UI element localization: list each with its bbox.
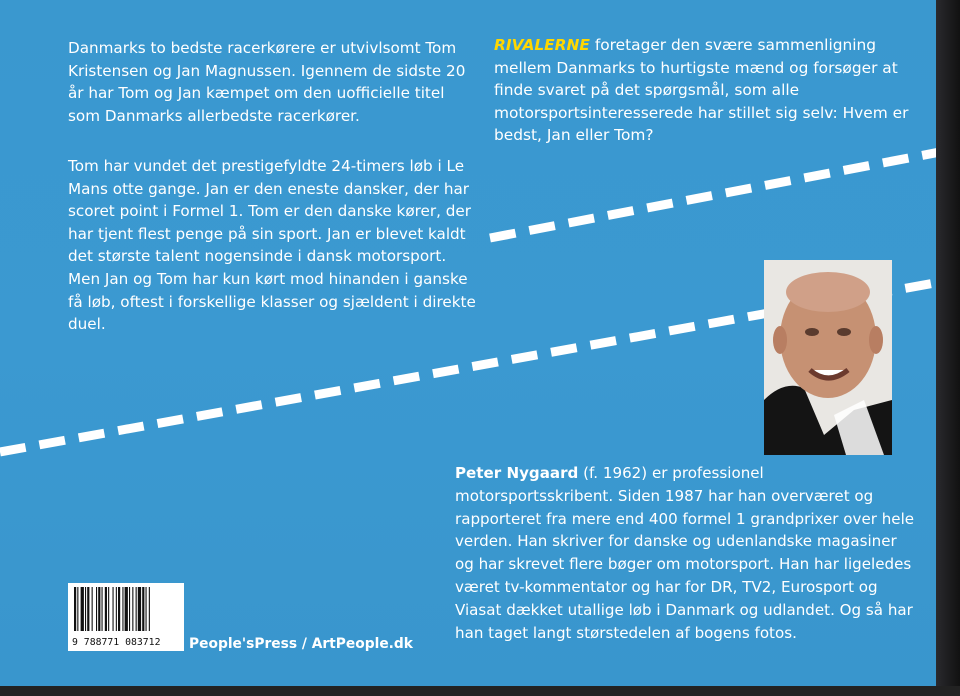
author-bio <box>455 462 917 644</box>
rivalerne-paragraph <box>494 34 914 147</box>
barcode-bars <box>68 583 184 635</box>
barcode <box>68 583 184 651</box>
author-name: Peter Nygaard <box>455 464 579 482</box>
author-photo <box>764 260 892 455</box>
book-bottom-edge <box>0 686 960 696</box>
rivalerne-text: foretager den svære sammenligning mellem Danmarks to hurtigste mænd og forsøger at finde svaret på det spørgsmål, som alle motorsportsinteresserede har stillet sig selv: Hvem er bedst, Jan eller Tom? <box>494 36 909 145</box>
isbn-number: 9 788771 083712 <box>72 637 161 648</box>
body-paragraph: Tom har vundet det prestigefyldte 24-timers løb i Le Mans otte gange. Jan er den eneste dansker, der har scoret point i Formel 1. Tom er den danske kører, der har tjent flest penge på sin sport. Jan er blevet kaldt det største talent nogensinde i dansk motorsport. Men Jan og Tom har kun kørt mod hinanden i ganske få løb, oftest i forskellige klasser og sjældent i direkte duel. <box>68 157 476 334</box>
author-bio-text: (f. 1962) er professionel motorsportsskribent. Siden 1987 har han overværet og rapporteret fra mere end 400 formel 1 grandprixer over hele verden. Han skriver for danske og udenlandske magasiner og har skrevet flere bøger om motorsport. Han har ligeledes været tv-kommentator og har for DR, TV2, Eurosport og Viasat dækket utallige løb i Danmark og udlandet. Og så har han taget langt størstedelen af bogens fotos. <box>455 464 915 642</box>
dashed-stripe-upper <box>490 152 936 238</box>
intro-paragraph: Danmarks to bedste racerkørere er utvivlsomt Tom Kristensen og Jan Magnussen. Igennem de sidste 20 år har Tom og Jan kæmpet om den uofficielle titel som Danmarks allerbedste racerkører. <box>68 39 466 125</box>
publisher-label: People'sPress / ArtPeople.dk <box>189 636 413 652</box>
book-spine <box>936 0 960 696</box>
rivalerne-title: RIVALERNE <box>494 36 590 54</box>
